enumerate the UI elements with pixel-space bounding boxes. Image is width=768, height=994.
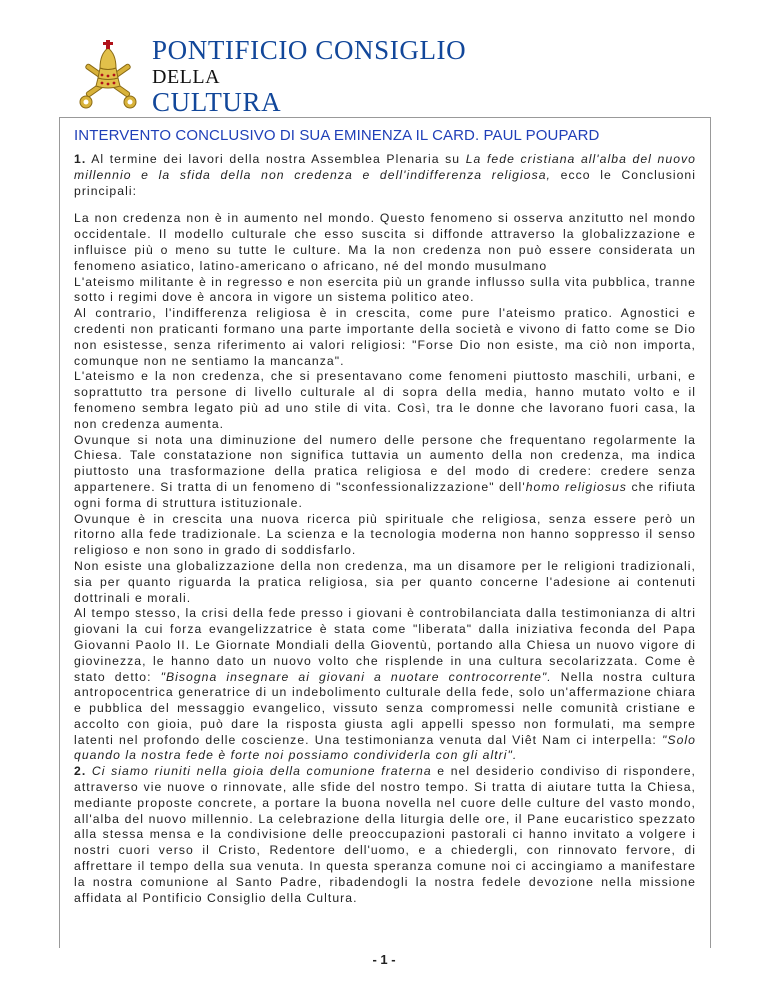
section-number: 1.: [74, 152, 87, 166]
paragraph: La non credenza non è in aumento nel mondo. Questo fenomeno si osserva anzitutto nel mondo occidentale. Il modello culturale che esso suscita si diffonde attraverso la globalizzazione e influisce più o meno su tutte le culture. Ma la non credenza non può essere considerata un fenomeno asiatico, latino-americano o africano, né del mondo musulmano: [74, 211, 696, 273]
assembly-theme: La fede cristiana all'alba del nuovo millennio e la sfida della non credenza e dell'indifferenza religiosa,: [74, 152, 696, 182]
paragraph-text-mid: Nella nostra cultura antropocentrica generatrice di un indebolimento culturale della fede, solo un'affermazione chiara e pubblica del messaggio evangelico, vissuto senza compromessi nelle comunità cristiane e accolto con gioia, può dare la risposta giusta agli appelli spesso non formulati, ma sempre latenti nel profondo delle coscienze. Una testimonianza venuta dal Viêt Nam ci interpella:: [74, 669, 697, 747]
brand-line-3: CULTURA: [152, 87, 282, 117]
paragraph: [74, 433, 696, 512]
brand-line-2: DELLA: [152, 66, 221, 88]
italic-phrase: Ci siamo riuniti nella gioia della comunione fraterna: [86, 764, 432, 779]
paragraph-text: Al tempo stesso, la crisi della fede presso i giovani è controbilanciata dalla testimonianza di altri giovani la cui forza evangelizzatrice è stata come "liberata" dalla iniziativa feconda del Papa Giovanni Paolo II. Le Giornate Mondiali della Gioventù, portando alla Chiesa un nuovo vigore di giovinezza, le hanno dato un nuovo volto che risplende in una cultura secolarizzata. Come è stato detto:: [74, 606, 696, 684]
papal-emblem-icon: [72, 38, 144, 116]
paragraph-text-end: che rifiuta ogni forma di struttura istituzionale.: [74, 479, 697, 510]
brand-line-1: PONTIFICIO CONSIGLIO: [152, 35, 467, 65]
brand-title: [152, 36, 466, 116]
intro-paragraph: [74, 152, 696, 199]
document-title: INTERVENTO CONCLUSIVO DI SUA EMINENZA IL CARD. PAUL POUPARD: [74, 127, 600, 144]
paragraph: Ovunque è in crescita una nuova ricerca più spirituale che religiosa, senza essere però un ritorno alla fede tradizionale. La scienza e la tecnologia moderna non hanno soppresso il senso religioso e non sono in grado di soddisfarlo.: [74, 511, 696, 558]
paragraph-text: Ovunque si nota una diminuzione del numero delle persone che frequentano regolarmente la Chiesa. Tale constatazione non significa tuttavia un aumento della non credenza, ma indica piuttosto una trasformazione della pratica religiosa e del modo di credere: credere senza appartenere. Si tratta di un fenomeno di "sconfessionalizzazione" dell': [74, 432, 696, 494]
page-number: - 1 -: [372, 952, 396, 967]
italic-quote: "Bisogna insegnare ai giovani a nuotare controcorrente".: [160, 669, 552, 684]
intro-text: Al termine dei lavori della nostra Assemblea Plenaria su: [86, 152, 466, 166]
intro-text-end: ecco le Conclusioni principali:: [74, 167, 697, 198]
paragraph: Al contrario, l'indifferenza religiosa è in crescita, come pure l'ateismo pratico. Agnostici e credenti non praticanti formano una parte importante della società e vivono di fatto come se Dio non esistesse, senza riferimento ai valori religiosi: "Forse Dio non esiste, ma ciò non importa, comunque non ne sentiamo la mancanza".: [74, 306, 696, 368]
paragraph: [74, 606, 696, 764]
paragraph-text: e nel desiderio condiviso di rispondere, attraverso vie nuove o rinnovate, alle sfide del nostro tempo. Si tratta di aiutare tutta la Chiesa, mediante proposte concrete, a portare la buona novella nel cuore delle culture del vasto mondo, all'alba del nuovo millennio. La celebrazione della liturgia delle ore, il Pane eucaristico spezzato alla stessa mensa e la condivisione delle preoccupazioni pastorali ci hanno invitato a volgere i nostri cuori verso il Cristo, Redentore dell'uomo, e a chiedergli, con rinnovato fervore, di affrettare il tempo della sua venuta. In questa speranza comune noi ci accingiamo a manifestare la nostra comunione al Santo Padre, ribadendogli la nostra fedele devozione nella missione affidata al Pontificio Consiglio della Cultura.: [74, 764, 696, 905]
italic-term: homo religiosus: [525, 479, 627, 494]
section-number: 2.: [74, 764, 87, 779]
document-body: [74, 126, 696, 906]
header: [72, 36, 532, 116]
paragraph: L'ateismo militante è in regresso e non esercita più un grande influsso sulla vita pubblica, tranne sotto i regimi dove è ancora in vigore un sistema politico ateo.: [74, 274, 696, 305]
paragraph: L'ateismo e la non credenza, che si presentavano come fenomeni piuttosto maschili, urbani, e soprattutto tra persone di livello culturale al di sopra della media, hanno mutato volto e il fenomeno sembra legato più ad uno stile di vita. Così, tra le donne che lavorano fuori casa, la non credenza aumenta.: [74, 369, 696, 431]
italic-quote: "Solo quando la nostra fede è forte noi possiamo condividerla con gli altri".: [74, 732, 696, 763]
paragraph: Non esiste una globalizzazione della non credenza, ma un disamore per le religioni tradizionali, sia per quanto riguarda la pratica religiosa, sia per quanto concerne l'adesione ai contenuti dottrinali e morali.: [74, 558, 696, 605]
paragraph: [74, 764, 696, 906]
